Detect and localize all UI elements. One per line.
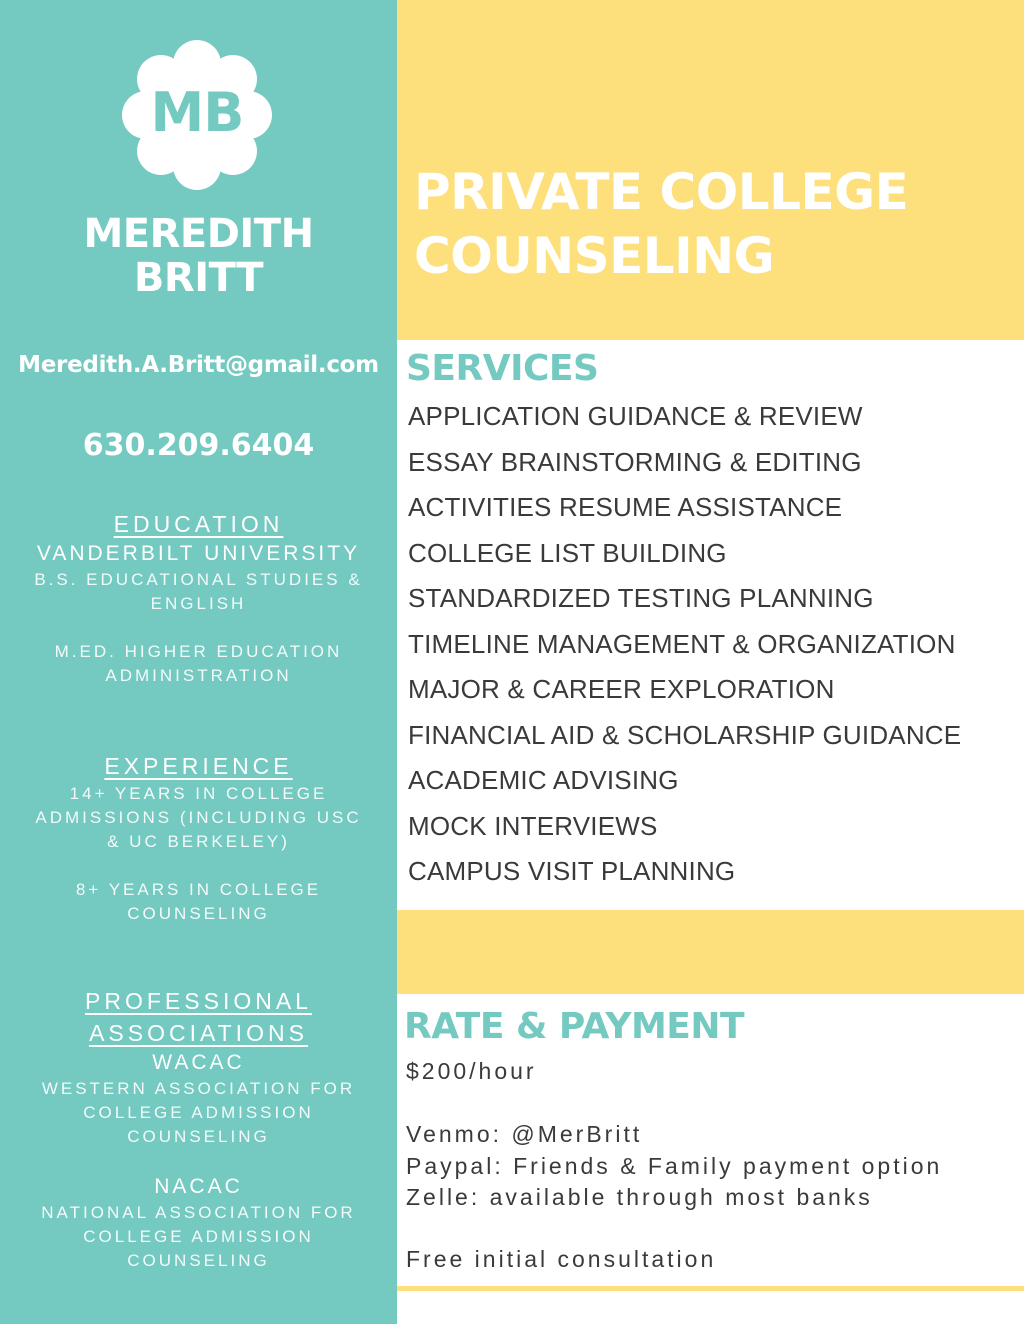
profile-name — [0, 212, 397, 300]
monogram-badge — [117, 40, 277, 190]
associations-section — [0, 985, 397, 1273]
phone-number[interactable]: 630.209.6404 — [82, 428, 315, 463]
free-consultation: Free initial consultation — [406, 1246, 717, 1272]
experience-heading: EXPERIENCE — [104, 753, 293, 779]
association-2-name: NATIONAL ASSOCIATION FOR COLLEGE ADMISSION COUNSELING — [41, 1203, 356, 1270]
education-degree-1: B.S. EDUCATIONAL STUDIES & ENGLISH — [34, 570, 363, 613]
education-school: VANDERBILT UNIVERSITY — [36, 542, 361, 565]
service-item: COLLEGE LIST BUILDING — [408, 537, 727, 568]
name-line-1: MEREDITH — [83, 211, 314, 257]
service-item: MOCK INTERVIEWS — [408, 810, 658, 841]
association-2-abbr: NACAC — [154, 1175, 243, 1198]
service-item: ACTIVITIES RESUME ASSISTANCE — [408, 492, 843, 522]
monogram-initials: MB — [150, 81, 244, 144]
experience-item-2: 8+ YEARS IN COLLEGE COUNSELING — [75, 880, 322, 923]
education-heading: EDUCATION — [113, 511, 284, 537]
payment-venmo: Venmo: @MerBritt — [406, 1121, 643, 1147]
experience-section — [0, 750, 397, 926]
title-line-1: PRIVATE COLLEGE — [414, 163, 909, 221]
association-1-abbr: WACAC — [152, 1051, 245, 1074]
title-line-2: COUNSELING — [414, 227, 775, 285]
divider-banner — [397, 910, 1024, 994]
service-item: ACADEMIC ADVISING — [408, 765, 679, 795]
service-item: APPLICATION GUIDANCE & REVIEW — [408, 401, 863, 431]
service-item: STANDARDIZED TESTING PLANNING — [408, 583, 874, 613]
services-heading: SERVICES — [406, 348, 599, 389]
rate-price: $200/hour — [406, 1058, 537, 1084]
education-degree-2: M.ED. HIGHER EDUCATION ADMINISTRATION — [54, 642, 343, 685]
payment-paypal: Paypal: Friends & Family payment option — [406, 1153, 943, 1179]
association-1-name: WESTERN ASSOCIATION FOR COLLEGE ADMISSION COUNSELING — [41, 1079, 356, 1146]
rate-heading: RATE & PAYMENT — [404, 1006, 745, 1047]
services-list — [408, 394, 961, 895]
education-section — [0, 508, 397, 688]
payment-zelle: Zelle: available through most banks — [406, 1184, 873, 1210]
left-sidebar — [0, 0, 397, 1324]
service-item: ESSAY BRAINSTORMING & EDITING — [408, 446, 862, 477]
name-line-2: BRITT — [133, 255, 264, 301]
associations-heading-line-2: ASSOCIATIONS — [89, 1020, 308, 1046]
page-title — [414, 160, 908, 288]
service-item: TIMELINE MANAGEMENT & ORGANIZATION — [408, 628, 956, 659]
experience-item-1: 14+ YEARS IN COLLEGE ADMISSIONS (INCLUDING USC & UC BERKELEY) — [35, 784, 362, 851]
service-item: CAMPUS VISIT PLANNING — [408, 856, 736, 886]
associations-heading-line-1: PROFESSIONAL — [85, 988, 312, 1014]
email-address[interactable]: Meredith.A.Britt@gmail.com — [18, 352, 379, 378]
bottom-accent-bar — [397, 1286, 1024, 1291]
service-item: FINANCIAL AID & SCHOLARSHIP GUIDANCE — [408, 719, 962, 750]
service-item: MAJOR & CAREER EXPLORATION — [408, 674, 835, 704]
